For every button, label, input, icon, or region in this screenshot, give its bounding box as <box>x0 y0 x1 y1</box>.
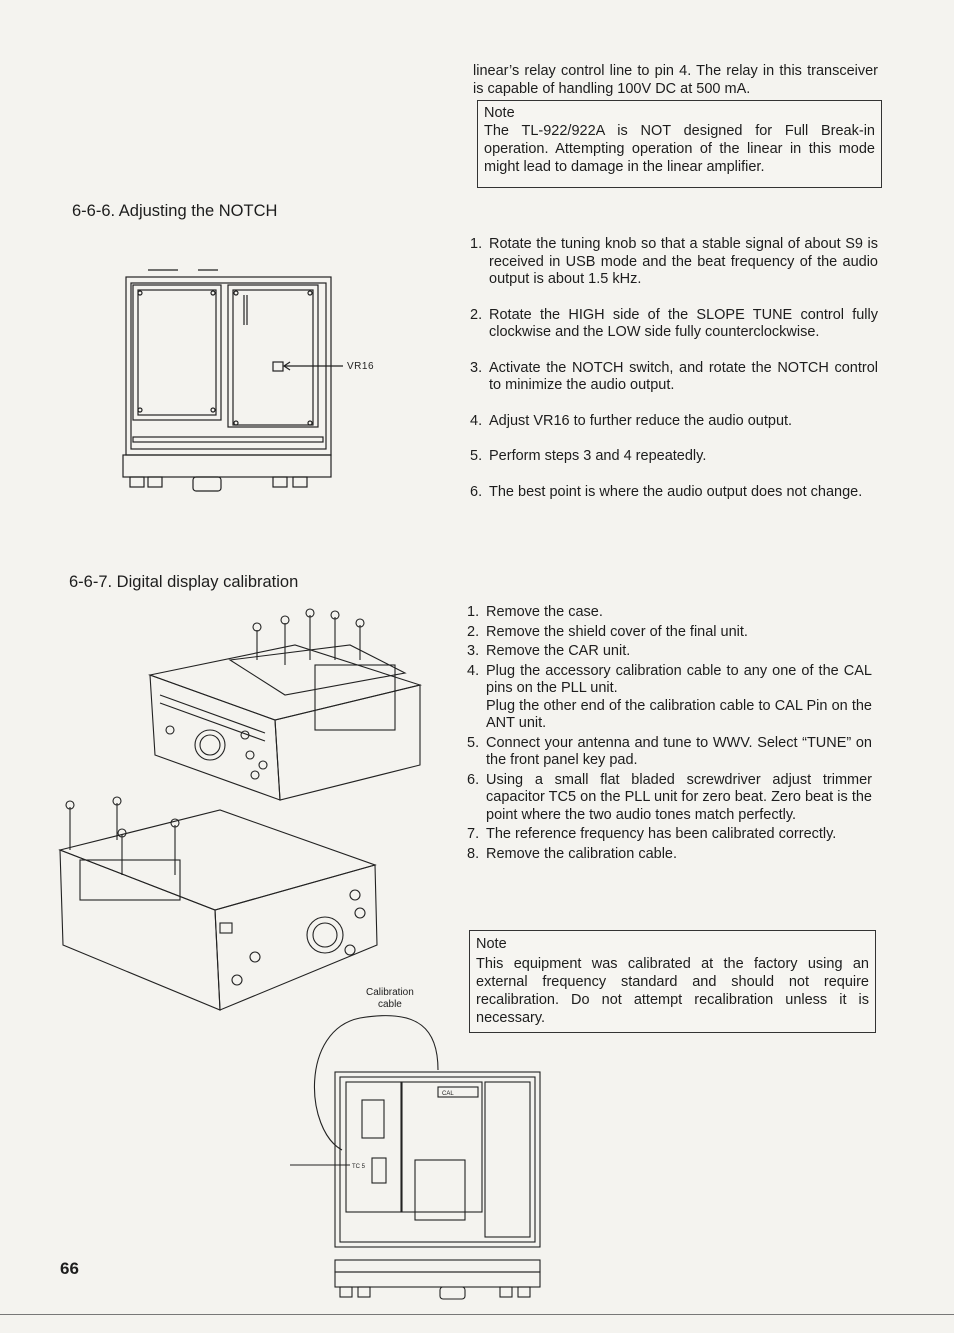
transceiver-perspective-drawing-2 <box>55 795 385 1015</box>
list-item: 3. Remove the CAR unit. <box>467 643 631 659</box>
tc5-label: TC 5 <box>352 1164 366 1170</box>
notch-steps-list <box>470 236 878 501</box>
intro-paragraph: linear’s relay control line to pin 4. The relay in this transceiver is capable of handling 100V DC at 500 mA. <box>473 63 878 97</box>
list-item: 1. Remove the case. <box>467 604 603 620</box>
cal-pin-label: CAL <box>442 1091 454 1097</box>
list-item: 1. Rotate the tuning knob so that a stable signal of about S9 is received in USB mode and the beat frequency of the audio output is about 1.5 kHz. <box>470 236 878 287</box>
note-body: This equipment was calibrated at the factory using an external frequency standard and should not require recalibration. Do not attempt recalibration unless it is necessary. <box>476 956 869 1026</box>
list-item: 2. Rotate the HIGH side of the SLOPE TUNE control fully clockwise and the LOW side fully counterclockwise. <box>470 306 878 340</box>
figure-shield-removal <box>55 795 385 1015</box>
list-item: 7. The reference frequency has been calibrated correctly. <box>467 826 837 842</box>
note-title: Note <box>484 105 515 121</box>
transceiver-perspective-drawing-1 <box>145 605 425 805</box>
figure-case-removal <box>145 605 425 805</box>
calibration-cable-label: Calibration cable <box>366 987 414 1010</box>
list-item: 8. Remove the calibration cable. <box>467 845 678 862</box>
bottom-rule <box>0 1314 954 1315</box>
list-item: 5. Connect your antenna and tune to WWV. Select “TUNE” on the front panel key pad. <box>467 734 872 768</box>
figure-calibration-top-view <box>290 1010 550 1310</box>
note-box-calibration <box>469 930 876 1033</box>
list-item: 6. Using a small flat bladed screwdriver adjust trimmer capacitor TC5 on the PLL unit for zero beat. Zero beat is the point where the two audio tones match perfectly. <box>467 771 872 823</box>
section-heading-notch: 6-6-6. Adjusting the NOTCH <box>72 202 278 220</box>
transceiver-top-view-drawing <box>118 265 388 495</box>
note-box-full-break-in <box>477 100 882 188</box>
vr16-label: VR16 <box>347 361 375 372</box>
section-heading-calibration: 6-6-7. Digital display calibration <box>69 573 299 591</box>
page-number: 66 <box>60 1259 79 1278</box>
calibration-steps-list <box>467 604 872 863</box>
list-item: 4. Adjust VR16 to further reduce the audio output. <box>470 412 793 429</box>
figure-notch-top-view <box>118 265 388 495</box>
list-item: 3. Activate the NOTCH switch, and rotate the NOTCH control to minimize the audio output. <box>470 359 878 393</box>
list-item: 5. Perform steps 3 and 4 repeatedly. <box>470 448 707 464</box>
note-title: Note <box>476 936 507 952</box>
list-item: 4. Plug the accessory calibration cable to any one of the CAL pins on the PLL unit. Plug the other end of the calibration cable to CAL Pin on the ANT unit. <box>467 662 872 731</box>
list-item: 6. The best point is where the audio output does not change. <box>470 483 863 500</box>
calibration-top-view-drawing <box>290 1010 550 1310</box>
list-item: 2. Remove the shield cover of the final unit. <box>467 623 748 640</box>
note-body: The TL-922/922A is NOT designed for Full Break-in operation. Attempting operation of the linear in this mode might lead to damage in the linear amplifier. <box>484 123 875 175</box>
